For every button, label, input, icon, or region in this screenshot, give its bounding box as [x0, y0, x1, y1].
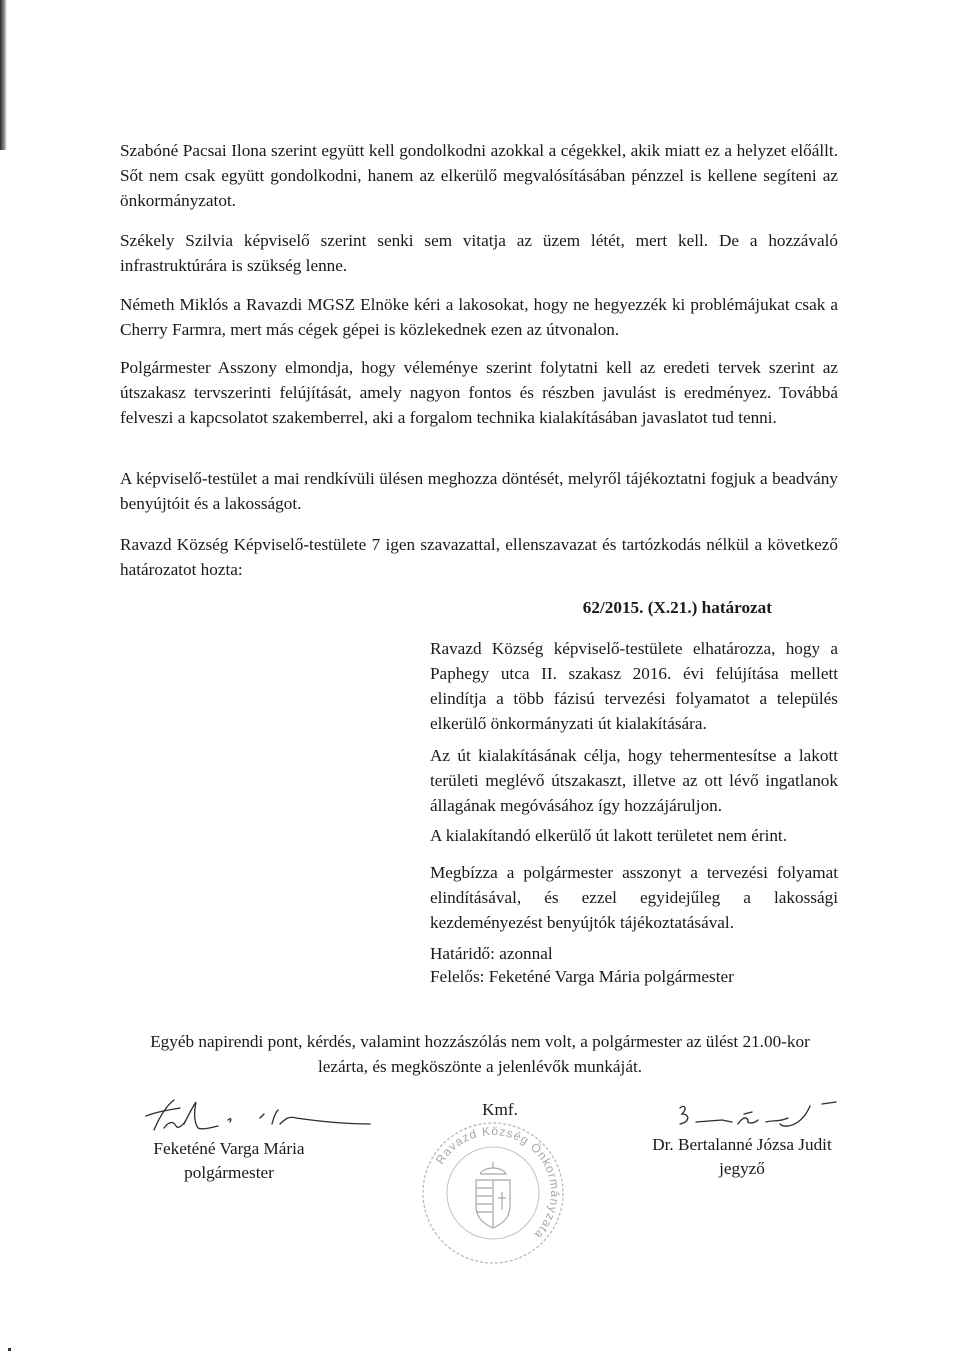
- coat-of-arms-icon: [476, 1162, 510, 1228]
- paragraph-polgarmester: Polgármester Asszony elmondja, hogy véleménye szerint folytatni kell az eredeti tervek szerint az útszakasz tervszerinti felújítását, amely nagyon fontos és részben javulást is eredményez. Továbbá felveszi a kapcsolatot szakemberrel, aki a forgalom technika kialakításában javaslatot tud tenni.: [120, 358, 838, 427]
- mayor-name: Feketéné Varga Mária: [153, 1139, 305, 1158]
- svg-text:Ravazd Község Önkormányzata: [433, 1124, 562, 1242]
- kmf-label: Kmf.: [482, 1100, 518, 1119]
- stamp-text: Ravazd Község Önkormányzata: [432, 1123, 563, 1243]
- mayor-signature-block: [118, 1137, 340, 1185]
- scan-speck: [8, 1348, 11, 1351]
- resolution-paragraph-2: Az út kialakításának célja, hogy tehermentesítse a lakott területi meglévő útszakaszt, illetve az ott lévő ingatlanok állagának megóvásához így hozzájáruljon.: [430, 746, 838, 815]
- resolution-deadline: Határidő: azonnal: [430, 944, 553, 963]
- notary-title: jegyző: [719, 1159, 765, 1178]
- notary-name: Dr. Bertalanné Józsa Judit: [652, 1135, 832, 1154]
- paragraph-szavazas: Ravazd Község Képviselő-testülete 7 igen szavazattal, ellenszavazat és tartózkodás nélkül a következő határozatot hozta:: [120, 535, 838, 579]
- paragraph-szabone: Szabóné Pacsai Ilona szerint együtt kell gondolkodni azokkal a cégekkel, akik miatt ez a helyzet előállt. Sőt nem csak együtt gondolkodni, hanem az elkerülő megvalósításában pénzzel is kellene segíteni az önkormányzatot.: [120, 141, 838, 210]
- mayor-signature: [140, 1094, 372, 1142]
- resolution-responsible: Felelős: Feketéné Varga Mária polgármester: [430, 967, 734, 986]
- paragraph-kepviselo-testulet: A képviselő-testület a mai rendkívüli ülésen meghozza döntését, melyről tájékoztatni fogjuk a beadvány benyújtóit és a lakosságot.: [120, 469, 838, 513]
- official-stamp: [418, 1118, 568, 1268]
- notary-signature: [662, 1100, 842, 1136]
- scan-edge-shadow: [0, 0, 7, 150]
- paragraph-nemeth: Németh Miklós a Ravazdi MGSZ Elnöke kéri a lakosokat, hogy ne hegyezzék ki problémájukat csak a Cherry Farmra, mert más cégek gépei is közlekednek ezen az útvonalon.: [120, 295, 838, 339]
- closing-line-1: Egyéb napirendi pont, kérdés, valamint hozzászólás nem volt, a polgármester az ülést 21.00-kor: [150, 1032, 810, 1051]
- closing-statement: [0, 1029, 960, 1079]
- resolution-paragraph-4: Megbízza a polgármester asszonyt a tervezési folyamat elindításával, és ezzel egyidejűleg a lakossági kezdeményezést benyújtók tájékoztatásával.: [430, 863, 838, 932]
- resolution-title: 62/2015. (X.21.) határozat: [582, 598, 772, 617]
- closing-line-2: lezárta, és megköszönte a jelenlévők munkáját.: [317, 1057, 643, 1076]
- resolution-paragraph-1: Ravazd Község képviselő-testülete elhatározza, hogy a Paphegy utca II. szakasz 2016. évi felújítása mellett elindítja a több fázisú tervezési folyamatot a település elkerülő önkormányzati út kialakítására.: [430, 639, 838, 733]
- mayor-title: polgármester: [184, 1163, 274, 1182]
- paragraph-szekely: Székely Szilvia képviselő szerint senki sem vitatja az üzem létét, mert kell. De a hozzávaló infrastruktúrára is szükség lenne.: [120, 231, 838, 275]
- notary-signature-block: [626, 1133, 858, 1181]
- resolution-paragraph-3: A kialakítandó elkerülő út lakott területet nem érint.: [430, 826, 788, 845]
